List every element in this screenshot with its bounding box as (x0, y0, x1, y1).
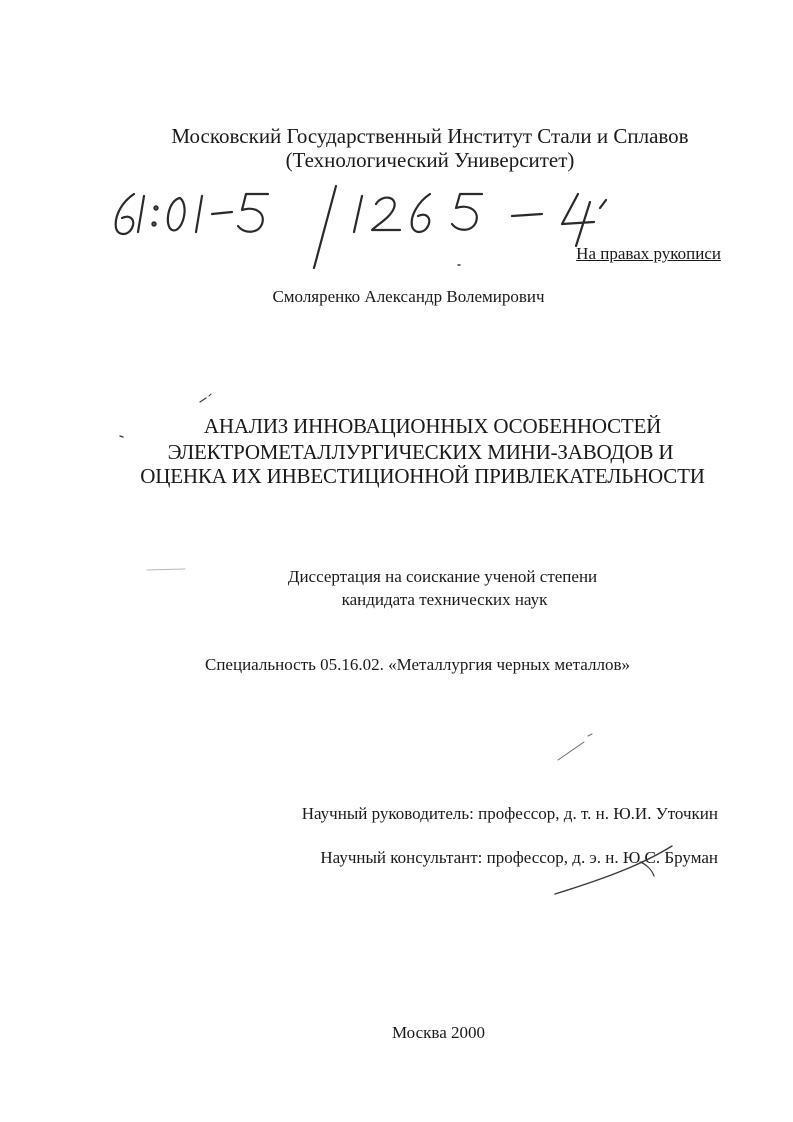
author-name: Смоляренко Александр Волемирович (272, 287, 545, 306)
institute-name: Московский Государственный Институт Стали и Сплавов (171, 124, 689, 148)
dissertation-type-line-1: Диссертация на соискание ученой степени (287, 567, 598, 586)
dissertation-type-line-2: кандидата технических наук (341, 590, 548, 609)
scientific-consultant: Научный консультант: профессор, д. э. н. Ю.С. Бруман (320, 848, 718, 867)
thesis-title-line-1: АНАЛИЗ ИННОВАЦИОННЫХ ОСОБЕННОСТЕЙ (203, 414, 662, 438)
rights-note: На правах рукописи (576, 244, 721, 263)
scientific-advisor: Научный руководитель: профессор, д. т. н. Ю.И. Уточкин (301, 804, 718, 823)
institute-subtitle: (Технологический Университет) (285, 148, 575, 172)
specialty: Специальность 05.16.02. «Металлургия черных металлов» (205, 655, 630, 674)
thesis-title-line-3: ОЦЕНКА ИХ ИНВЕСТИЦИОННОЙ ПРИВЛЕКАТЕЛЬНОСТИ (140, 464, 705, 488)
thesis-title-line-2: ЭЛЕКТРОМЕТАЛЛУРГИЧЕСКИХ МИНИ-ЗАВОДОВ И (167, 440, 674, 464)
city-year: Москва 2000 (391, 1023, 486, 1042)
